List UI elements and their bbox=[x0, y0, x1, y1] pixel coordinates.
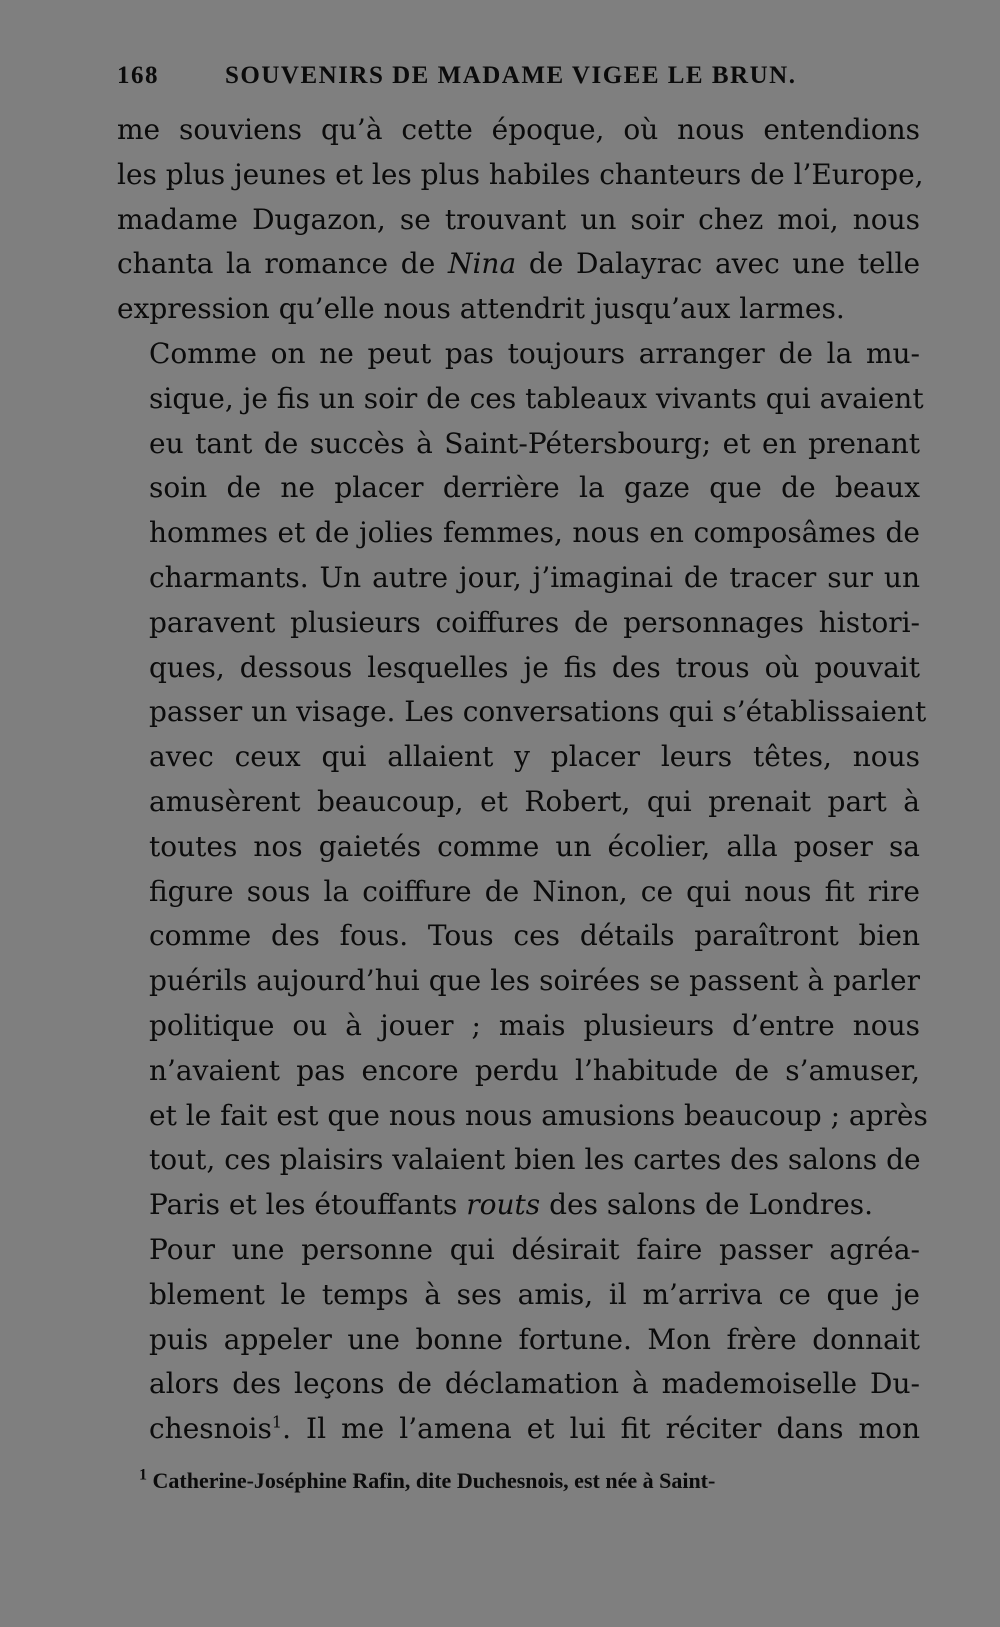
text-line: me souviens qu’à cette époque, où nous entendions bbox=[117, 113, 920, 146]
text-run: de Dalayrac avec une telle bbox=[528, 247, 921, 281]
text-line: sique, je fis un soir de ces tableaux vivants qui avaient bbox=[149, 381, 924, 415]
body-text bbox=[117, 108, 928, 1452]
text-line: madame Dugazon, se trouvant un soir chez moi, nous bbox=[117, 202, 920, 236]
text-run: Paris et les étouffants bbox=[149, 1188, 458, 1222]
text-line: eu tant de succès à Saint-Pétersbourg; et en prenant bbox=[149, 426, 920, 460]
footnote-mark: 1 bbox=[139, 1466, 147, 1484]
text-line: passer un visage. Les conversations qui s’établissaient bbox=[149, 695, 927, 729]
text-line bbox=[117, 1183, 920, 1228]
running-title: SOUVENIRS DE MADAME VIGEE LE BRUN. bbox=[225, 62, 797, 89]
text-line bbox=[117, 242, 920, 287]
text-run: des salons de Londres. bbox=[549, 1188, 874, 1222]
text-run: . Il me l’amena et lui fit réciter dans mon bbox=[282, 1412, 920, 1446]
text-run: chanta la romance de bbox=[117, 247, 436, 281]
text-line: paravent plusieurs coiffures de personnages histori- bbox=[149, 605, 920, 639]
text-line: tout, ces plaisirs valaient bien les cartes des salons de bbox=[149, 1143, 921, 1177]
text-line: les plus jeunes et les plus habiles chanteurs de l’Europe, bbox=[117, 157, 924, 191]
book-page bbox=[117, 62, 928, 1496]
footnote-text: Catherine-Joséphine Rafin, dite Duchesnois, est née à Saint- bbox=[152, 1467, 716, 1493]
text-line: alors des leçons de déclamation à mademoiselle Du- bbox=[149, 1367, 920, 1401]
text-line: puis appeler une bonne fortune. Mon frère donnait bbox=[149, 1322, 920, 1356]
page-number: 168 bbox=[117, 62, 159, 89]
text-line: avec ceux qui allaient y placer leurs têtes, nous bbox=[149, 740, 920, 774]
italic-title-nina: Nina bbox=[447, 247, 517, 281]
footnote-reference: 1 bbox=[271, 1412, 283, 1432]
text-line: soin de ne placer derrière la gaze que de beaux bbox=[149, 471, 920, 505]
text-line: ques, dessous lesquelles je fis des trous où pouvait bbox=[149, 650, 920, 684]
text-line: Comme on ne peut pas toujours arranger de la mu- bbox=[149, 336, 920, 370]
text-line: n’avaient pas encore perdu l’habitude de s’amuser, bbox=[149, 1053, 920, 1087]
text-line: puérils aujourd’hui que les soirées se passent à parler bbox=[149, 964, 920, 998]
text-line: expression qu’elle nous attendrit jusqu’aux larmes. bbox=[117, 292, 845, 326]
text-line: amusèrent beaucoup, et Robert, qui prenait part à bbox=[149, 784, 920, 818]
text-line bbox=[117, 1407, 920, 1452]
text-run: chesnois bbox=[149, 1412, 272, 1446]
text-line: blement le temps à ses amis, il m’arriva ce que je bbox=[149, 1277, 920, 1311]
paragraph-2 bbox=[117, 332, 928, 1228]
text-line: et le fait est que nous nous amusions beaucoup ; après bbox=[149, 1098, 928, 1132]
footnote bbox=[117, 1466, 920, 1496]
text-line: charmants. Un autre jour, j’imaginai de tracer sur un bbox=[149, 560, 920, 594]
paragraph-3 bbox=[117, 1228, 920, 1452]
italic-word-routs: routs bbox=[466, 1188, 541, 1222]
running-header bbox=[117, 62, 920, 108]
text-line: Pour une personne qui désirait faire passer agréa- bbox=[149, 1232, 920, 1266]
text-line: politique ou à jouer ; mais plusieurs d’entre nous bbox=[149, 1008, 920, 1042]
text-line: hommes et de jolies femmes, nous en composâmes de bbox=[149, 516, 920, 550]
text-line: toutes nos gaietés comme un écolier, alla poser sa bbox=[149, 829, 920, 863]
text-line: comme des fous. Tous ces détails paraîtront bien bbox=[149, 919, 920, 953]
paragraph-1 bbox=[117, 108, 924, 332]
text-line: figure sous la coiffure de Ninon, ce qui nous fit rire bbox=[149, 874, 920, 908]
